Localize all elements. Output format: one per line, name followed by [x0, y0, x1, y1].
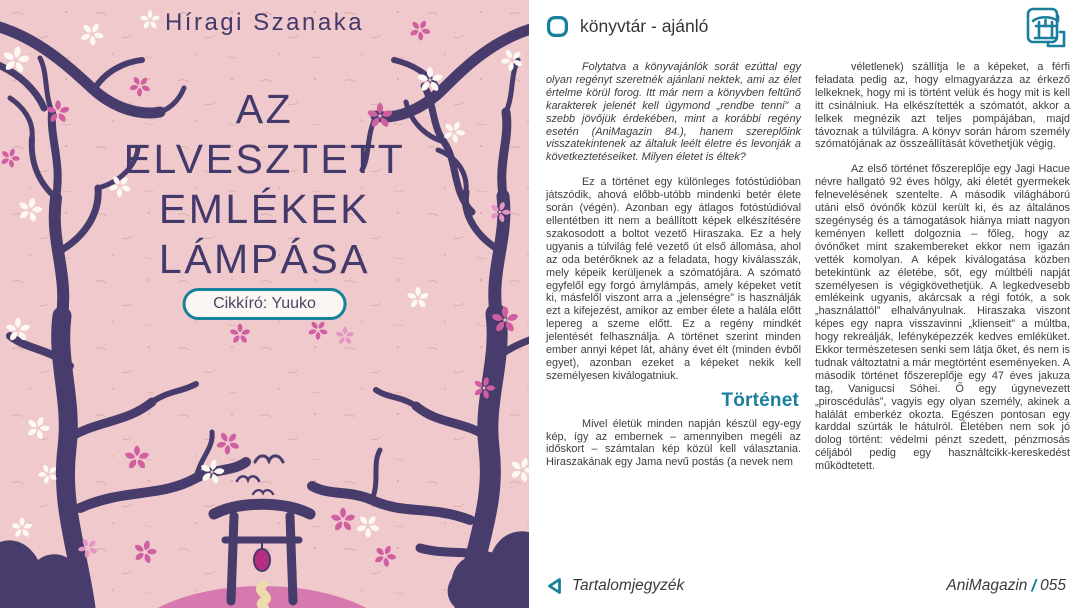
lead-paragraph: Folytatva a könyvajánlók sorát ezúttal egy olyan regényt szeretnék ajánlani nektek, ami az élet értelme körül forog. Itt már nem a könyvben feltűnő karakterek jelenét kell úgymond „rendbe tenni” a szebb jövőjük érdekében, mint a korábbi regény esetén (AniMagazin 84.), hanem szereplőink visszatekintenek az általuk leélt életre és levonják a következtetéseiket. Milyen életet is éltek? [546, 61, 801, 164]
cover-title-line: LÁMPÁSA [158, 236, 371, 282]
author-byline-badge: Cikkíró: Yuuko [182, 288, 347, 320]
triangle-left-icon [546, 577, 563, 595]
page-number [946, 576, 1066, 596]
toc-label: Tartalomjegyzék [572, 577, 685, 594]
page-number-value: 055 [1040, 577, 1066, 594]
paragraph: Mivel életük minden napján készül egy-egy kép, így az embernek – amennyiben megéli az időskort – számtalan kép közül kell választania. Hiraszakának egy Jama nevű postás (a nevek nem [546, 417, 801, 469]
cover-title [0, 84, 529, 284]
story-heading: Történet [721, 389, 799, 411]
article-page [529, 0, 1080, 608]
animagazin-torii-logo-icon [1024, 6, 1068, 52]
page-footer [546, 576, 1066, 596]
separator-slash: / [1031, 576, 1037, 595]
paragraph: Ez a történet egy különleges fotóstúdióban játszódik, ahová előbb-utóbb mindenki betér élete során (végén). Azonban egy átlagos fotóstúdióval ellentétben itt nem a beállított képek elkészítésére szakosodott a boltot vezető Hiraszaka. Ez a hely ugyanis a túlvilág felé vezető út első állomása, ahol az oda betérőknek az a feladata, hogy kiválasszák, mely képeik kerüljenek a szómatójára. A szómató egyfelől egy forgó árnylámpás, amely képeket vetít ki, másfelől viszont arra a „jelenségre” is használják ezt a kifejezést, amikor az ember élete a halála előtt lepereg a szeme előtt. Ez a regény mindkét jelentését felhasználja. A történet szerint minden ember annyi képet lát, ahány évet élt (minden évből egyet), azonban ezeket a képeket nekik kell személyesen kiválogatniuk. [546, 176, 801, 382]
cover-title-line: AZ [235, 86, 294, 132]
paragraph: Az első történet főszereplője egy Jagi Hacue névre hallgató 92 éves hölgy, aki életét gyermekek felnevelésének szentelte. A második világháború utáni első óvónők közül került ki, és az általános szegénység és a támogatások hiánya miatt nagyon keményen kellett dolgoznia – főleg, hogy az óvónőket mint szakembereket ekkor nem igazán vették komolyan. A képek kiválogatása közben betekintünk az életébe, sőt, egy múltbéli napját személyesen is végigkövethetjük. A legkedvesebb emlékeink ugyanis, akárcsak a régi fotók, a sok „használattól” elhalványulnak. Hiraszaka viszont képes egy napra visszavinni „klienseit” a múltba, hogy rekreálják, lefényképezzék kedves emléküket. Ekkor természetesen senki sem látja őket, és nem is tudnak változtatni a már megtörtént eseményeken. A második történet főszereplője egy 47 éves jakuza tag, Vanigucsi Sóhei. Ő egy úgynevezett „piroscédulás”, vagyis egy olyan személy, akinek a halálát emberkéz okozta. Egészen pontosan egy karddal szúrták le hátulról. Életében nem sok jó dolog történt: védelmi pénzt szedett, pénzmosás céljából pedig egy használtcikk-kereskedést működtetett. [815, 163, 1070, 473]
article-column-2 [815, 61, 1070, 473]
lantern-icon [254, 549, 270, 571]
table-of-contents-link[interactable] [546, 577, 684, 595]
cover-title-line: EMLÉKEK [158, 186, 371, 232]
paragraph: véletlenek) szállítja le a képeket, a férfi feladata pedig az, hogy elmagyarázza az érkező lelkeknek, hogy mi is történt velük és hogy mit is kell itt csinálniuk. Ha elkészítették a szómatót, akkor a lelkek megnézik azt teljes pompájában, majd távoznak a túlvilágra. A könyv során három személy szómatójának az összeállítását követhetjük végig. [815, 61, 1070, 151]
cover-author: Híragi Szanaka [164, 9, 365, 36]
cover-title-line: ELVESZTETT [123, 136, 406, 182]
magazine-name: AniMagazin [946, 577, 1028, 594]
section-label: könyvtár - ajánló [580, 16, 709, 36]
book-cover [0, 0, 529, 608]
article-column-1 [546, 61, 801, 473]
rounded-square-icon [546, 15, 569, 38]
article-body [546, 61, 1070, 473]
section-header [546, 15, 708, 38]
